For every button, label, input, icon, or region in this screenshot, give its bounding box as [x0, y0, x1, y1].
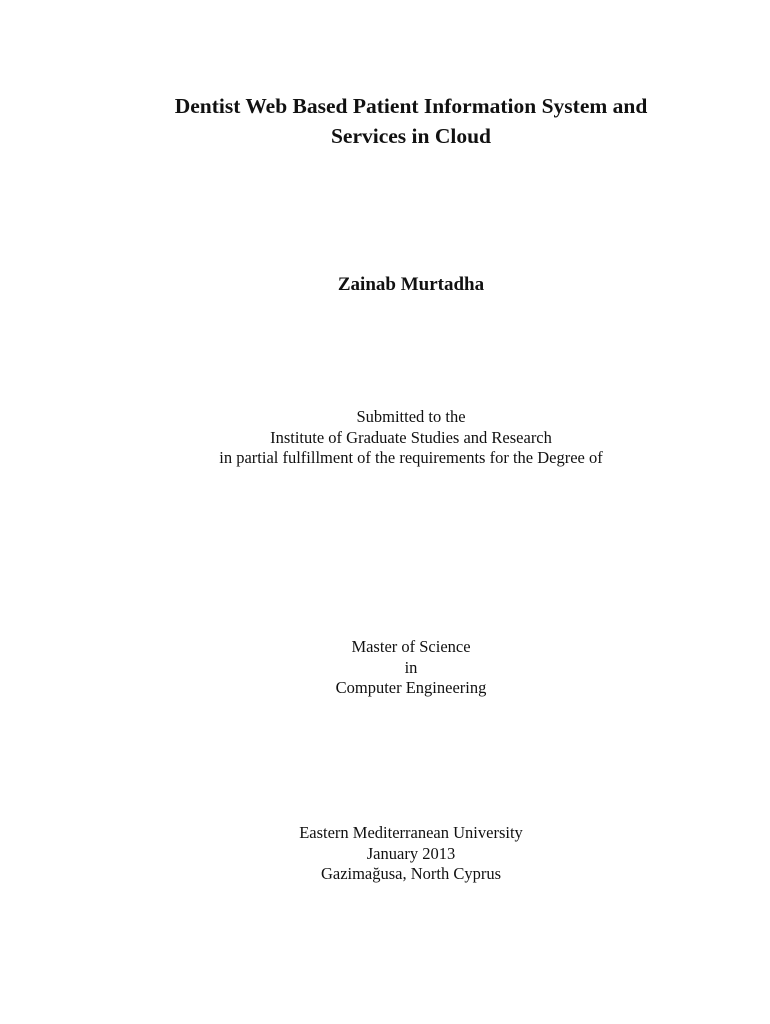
degree-block [0, 637, 770, 699]
thesis-title-line-1: Dentist Web Based Patient Information System and [174, 94, 648, 118]
author-name-text: Zainab Murtadha [337, 274, 485, 295]
degree-field: Computer Engineering [335, 678, 487, 697]
degree-name: Master of Science [351, 637, 471, 656]
submission-line-1: Submitted to the [356, 407, 466, 426]
submission-line-3: in partial fulfillment of the requirements for the Degree of [219, 448, 603, 467]
author-name [0, 272, 770, 298]
submission-date: January 2013 [366, 843, 456, 863]
institution-block [0, 823, 770, 885]
submission-line-2: Institute of Graduate Studies and Research [270, 427, 552, 447]
degree-connector: in [404, 657, 418, 677]
university-name: Eastern Mediterranean University [299, 823, 523, 842]
thesis-title-line-2: Services in Cloud [330, 124, 492, 148]
submission-statement [0, 407, 770, 469]
university-location: Gazimağusa, North Cyprus [320, 864, 502, 883]
thesis-title [0, 91, 770, 151]
